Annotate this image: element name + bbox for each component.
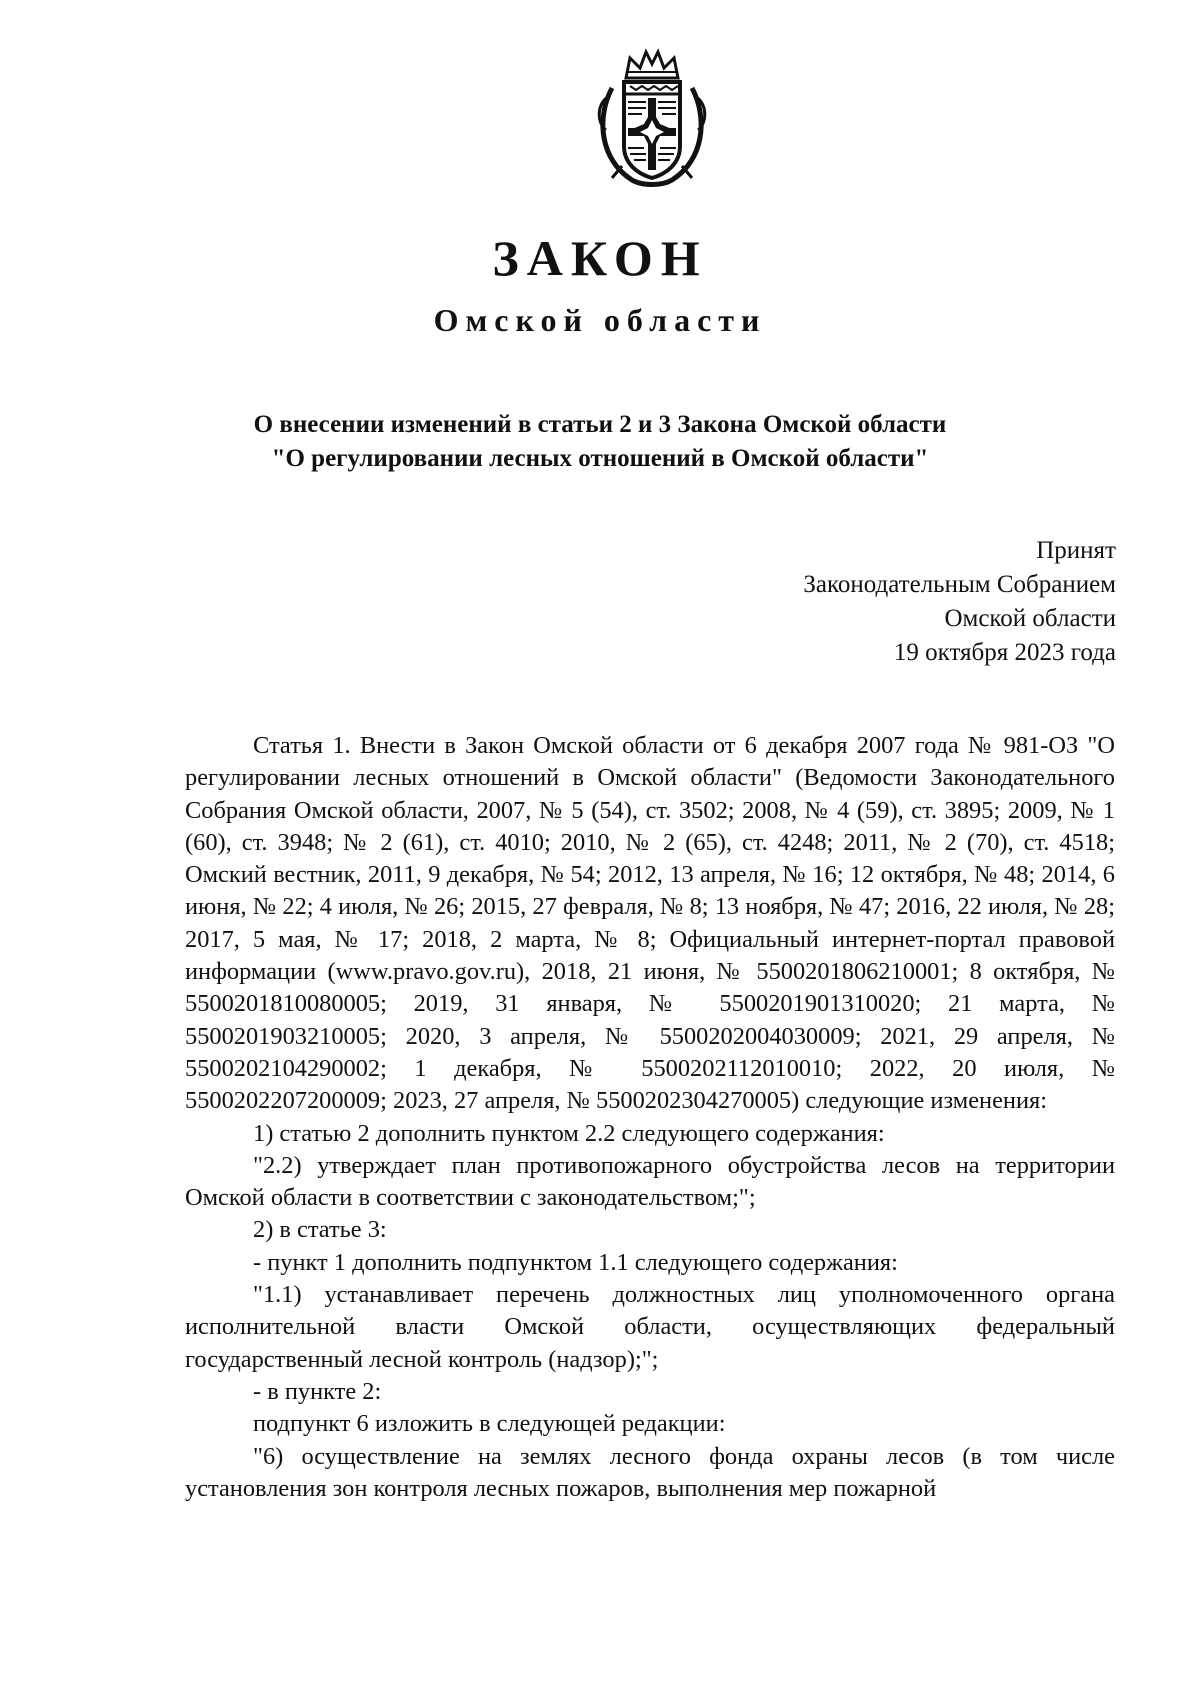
- adoption-line: Законодательным Собранием: [803, 571, 1116, 598]
- body-paragraph: - пункт 1 дополнить подпунктом 1.1 следующего содержания:: [253, 1248, 898, 1276]
- law-name-line: О внесении изменений в статьи 2 и 3 Закона Омской области: [253, 411, 947, 438]
- body-paragraph: "6) осуществление на землях лесного фонда охраны лесов (в том числе установления зон контроля лесных пожаров, выполнения мер пожарной: [185, 1442, 1115, 1502]
- adoption-block: [803, 534, 1116, 670]
- law-name: [0, 408, 1200, 476]
- document-body: [185, 730, 1115, 1505]
- body-paragraph: - в пункте 2:: [253, 1377, 382, 1405]
- law-name-line: "О регулировании лесных отношений в Омской области": [271, 445, 929, 472]
- adoption-line: Принят: [1036, 537, 1116, 564]
- adoption-date: 19 октября 2023 года: [893, 639, 1116, 666]
- body-paragraph: "1.1) устанавливает перечень должностных лиц уполномоченного органа исполнительной власти Омской области, осуществляющих федеральный государственный лесной контроль (надзор);";: [185, 1281, 1115, 1373]
- body-paragraph: 2) в статье 3:: [253, 1216, 387, 1244]
- coat-of-arms-icon: [592, 48, 712, 190]
- body-paragraph: подпункт 6 изложить в следующей редакции:: [253, 1410, 726, 1438]
- document-title: ЗАКОН: [492, 230, 708, 286]
- document-subtitle: Омской области: [433, 302, 767, 338]
- article-1-paragraph: Статья 1. Внести в Закон Омской области от 6 декабря 2007 года № 981-ОЗ "О регулировании лесных отношений в Омской области" (Ведомости Законодательного Собрания Омской области, 2007, № 5 (54), ст. 3502; 2008, № 4 (59), ст. 3895; 2009, № 1 (60), ст. 3948; № 2 (61), ст. 4010; 2010, № 2 (65), ст. 4248; 2011, № 2 (70), ст. 4518; Омский вестник, 2011, 9 декабря, № 54; 2012, 13 апреля, № 16; 12 октября, № 48; 2014, 6 июня, № 22; 4 июля, № 26; 2015, 27 февраля, № 8; 13 ноября, № 47; 2016, 22 июля, № 28; 2017, 5 мая, № 17; 2018, 2 марта, № 8; Официальный интернет-портал правовой информации (www.pravo.gov.ru), 2018, 21 июня, № 5500201806210001; 8 октября, № 5500201810080005; 2019, 31 января, № 5500201901310020; 21 марта, № 5500201903210005; 2020, 3 апреля, № 5500202004030009; 2021, 29 апреля, № 5500202104290002; 1 декабря, № 5500202112010010; 2022, 20 июля, № 5500202207200009; 2023, 27 апреля, № 5500202304270005) следующие изменения:: [185, 732, 1115, 1115]
- adoption-line: Омской области: [944, 605, 1116, 632]
- body-paragraph: 1) статью 2 дополнить пунктом 2.2 следующего содержания:: [253, 1119, 885, 1147]
- body-paragraph: "2.2) утверждает план противопожарного обустройства лесов на территории Омской области в соответствии с законодательством;";: [185, 1151, 1115, 1212]
